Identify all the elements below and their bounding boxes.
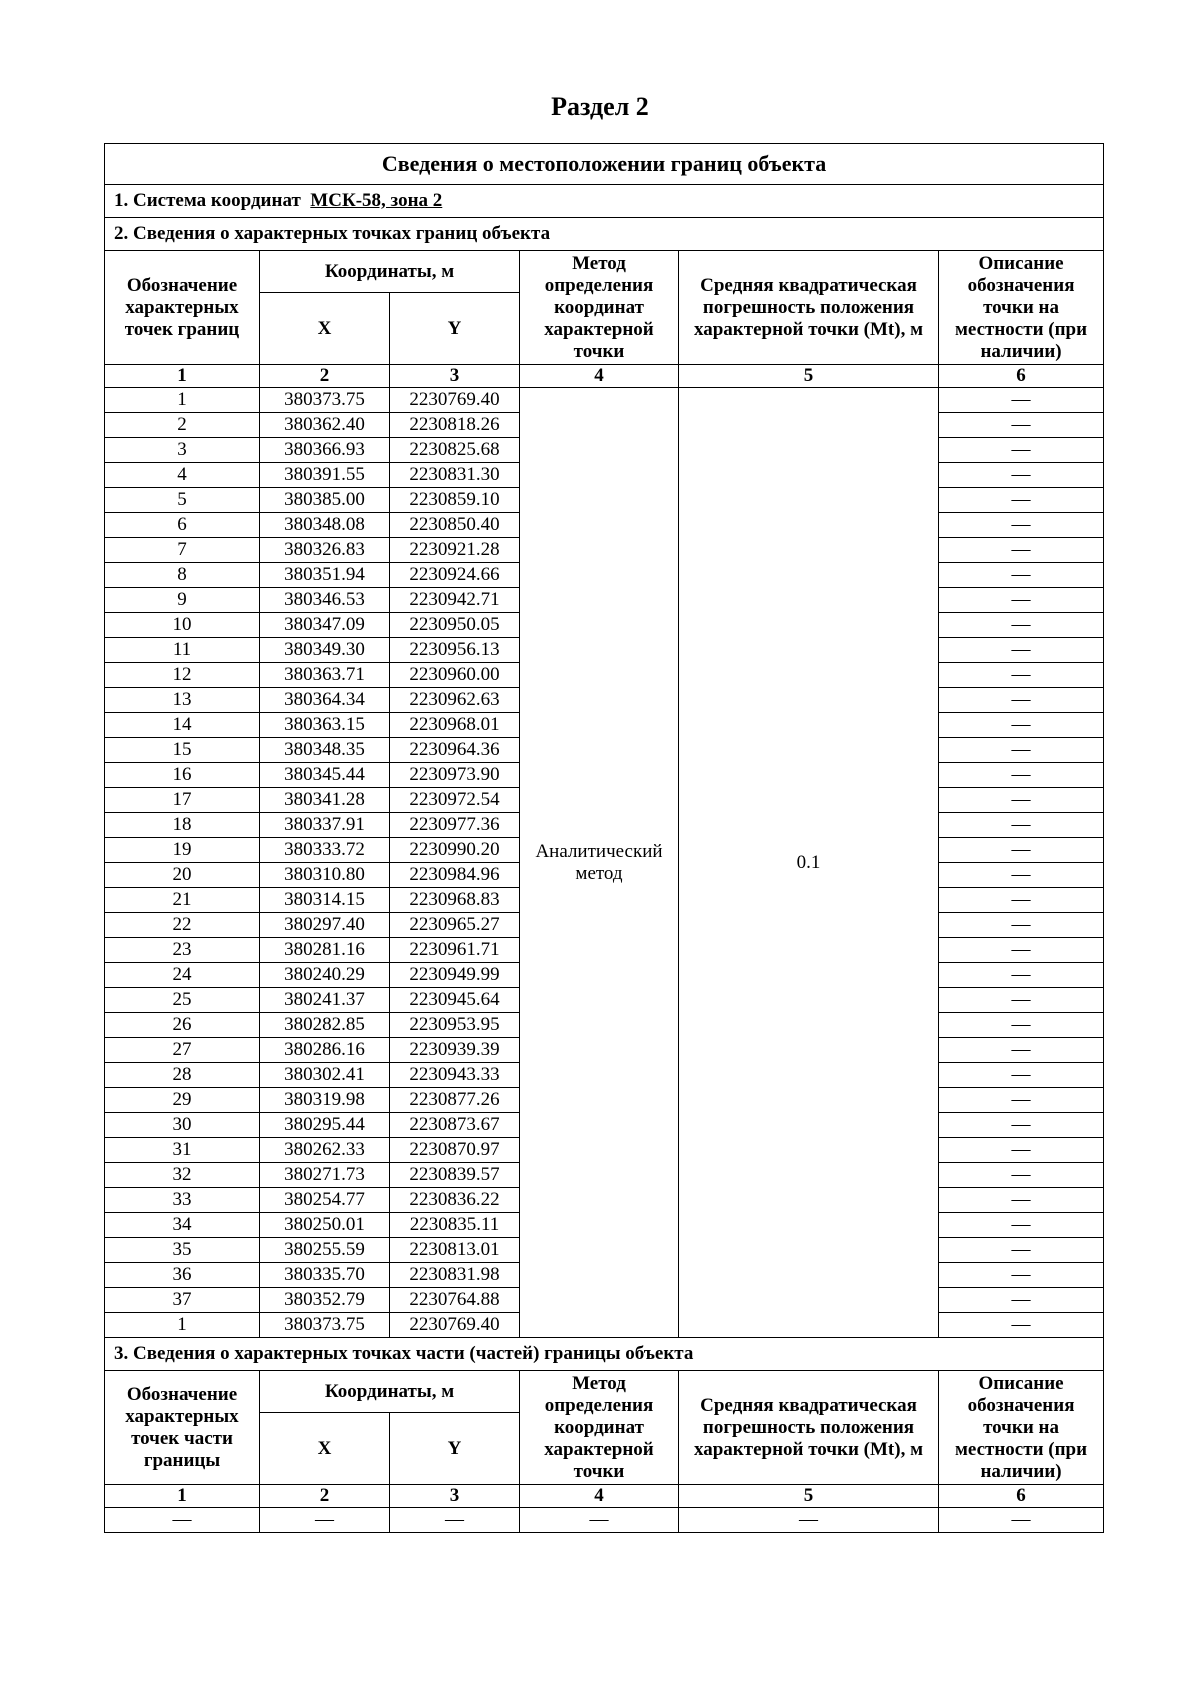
description-cell: — [939, 838, 1104, 863]
coord-system-row [105, 185, 1104, 218]
point-number-cell: 8 [105, 563, 260, 588]
point-number-cell: 24 [105, 963, 260, 988]
description-cell: — [939, 488, 1104, 513]
y-coordinate-cell: 2230943.33 [390, 1063, 520, 1088]
x-coordinate-cell: 380271.73 [260, 1163, 390, 1188]
description-cell: — [939, 1288, 1104, 1313]
boundary-table [104, 143, 1104, 1533]
point-number-cell: 27 [105, 1038, 260, 1063]
x-coordinate-cell: 380348.35 [260, 738, 390, 763]
col-num: 4 [520, 1485, 679, 1508]
point-number-cell: 15 [105, 738, 260, 763]
point-number-cell: 14 [105, 713, 260, 738]
x-coordinate-cell: 380310.80 [260, 863, 390, 888]
point-number-cell: 31 [105, 1138, 260, 1163]
y-coordinate-cell: 2230939.39 [390, 1038, 520, 1063]
y-coordinate-cell: 2230984.96 [390, 863, 520, 888]
col-num: 2 [260, 1485, 390, 1508]
description-cell: — [939, 1188, 1104, 1213]
y-coordinate-cell: 2230831.30 [390, 463, 520, 488]
y-coordinate-cell: 2230962.63 [390, 688, 520, 713]
x-coordinate-cell: 380347.09 [260, 613, 390, 638]
col-num: 6 [939, 1485, 1104, 1508]
s3-cell: — [520, 1508, 679, 1533]
s3-cell: — [260, 1508, 390, 1533]
point-number-cell: 4 [105, 463, 260, 488]
description-cell: — [939, 588, 1104, 613]
y-coordinate-cell: 2230924.66 [390, 563, 520, 588]
x-coordinate-cell: 380333.72 [260, 838, 390, 863]
y-coordinate-cell: 2230835.11 [390, 1213, 520, 1238]
coord-system-value: МСК-58, зона 2 [310, 190, 443, 211]
y-coordinate-cell: 2230839.57 [390, 1163, 520, 1188]
col-num: 2 [260, 365, 390, 388]
x-coordinate-cell: 380349.30 [260, 638, 390, 663]
x-coordinate-cell: 380346.53 [260, 588, 390, 613]
col-x-header: X [260, 293, 390, 365]
y-coordinate-cell: 2230859.10 [390, 488, 520, 513]
description-cell: — [939, 413, 1104, 438]
section2-title: 2. Сведения о характерных точках границ объекта [105, 218, 1104, 251]
col-y-header: Y [390, 293, 520, 365]
description-cell: — [939, 1063, 1104, 1088]
y-coordinate-cell: 2230825.68 [390, 438, 520, 463]
y-coordinate-cell: 2230850.40 [390, 513, 520, 538]
point-number-cell: 11 [105, 638, 260, 663]
point-number-cell: 23 [105, 938, 260, 963]
x-coordinate-cell: 380335.70 [260, 1263, 390, 1288]
coord-system-label: 1. Система координат [114, 190, 301, 211]
column-numbers-row [105, 365, 1104, 388]
x-coordinate-cell: 380286.16 [260, 1038, 390, 1063]
y-coordinate-cell: 2230972.54 [390, 788, 520, 813]
y-coordinate-cell: 2230956.13 [390, 638, 520, 663]
table-title: Сведения о местоположении границ объекта [105, 144, 1104, 185]
x-coordinate-cell: 380241.37 [260, 988, 390, 1013]
point-number-cell: 19 [105, 838, 260, 863]
point-number-cell: 20 [105, 863, 260, 888]
x-coordinate-cell: 380337.91 [260, 813, 390, 838]
x-coordinate-cell: 380373.75 [260, 1313, 390, 1338]
description-cell: — [939, 513, 1104, 538]
x-coordinate-cell: 380373.75 [260, 388, 390, 413]
y-coordinate-cell: 2230870.97 [390, 1138, 520, 1163]
s3-cell: — [105, 1508, 260, 1533]
x-coordinate-cell: 380363.15 [260, 713, 390, 738]
description-cell: — [939, 538, 1104, 563]
description-cell: — [939, 463, 1104, 488]
y-coordinate-cell: 2230836.22 [390, 1188, 520, 1213]
description-cell: — [939, 913, 1104, 938]
point-number-cell: 3 [105, 438, 260, 463]
col-coords-header: Координаты, м [260, 251, 520, 293]
description-cell: — [939, 938, 1104, 963]
description-cell: — [939, 813, 1104, 838]
description-cell: — [939, 863, 1104, 888]
description-cell: — [939, 663, 1104, 688]
point-number-cell: 18 [105, 813, 260, 838]
x-coordinate-cell: 380282.85 [260, 1013, 390, 1038]
point-number-cell: 6 [105, 513, 260, 538]
y-coordinate-cell: 2230949.99 [390, 963, 520, 988]
description-cell: — [939, 888, 1104, 913]
error-cell: 0.1 [679, 388, 939, 1338]
y-coordinate-cell: 2230877.26 [390, 1088, 520, 1113]
description-cell: — [939, 738, 1104, 763]
y-coordinate-cell: 2230921.28 [390, 538, 520, 563]
s3-col-desc-header: Описание обозначения точки на местности (при наличии) [939, 1371, 1104, 1485]
section-title: Раздел 2 [551, 92, 649, 121]
s3-cell: — [390, 1508, 520, 1533]
y-coordinate-cell: 2230953.95 [390, 1013, 520, 1038]
y-coordinate-cell: 2230813.01 [390, 1238, 520, 1263]
description-cell: — [939, 638, 1104, 663]
method-cell: Аналитический метод [520, 388, 679, 1338]
x-coordinate-cell: 380345.44 [260, 763, 390, 788]
s3-col-y-header: Y [390, 1413, 520, 1485]
description-cell: — [939, 763, 1104, 788]
col-num: 5 [679, 1485, 939, 1508]
col-point-header: Обозначение характерных точек границ [105, 251, 260, 365]
col-num: 1 [105, 365, 260, 388]
point-number-cell: 1 [105, 388, 260, 413]
description-cell: — [939, 1013, 1104, 1038]
y-coordinate-cell: 2230960.00 [390, 663, 520, 688]
point-number-cell: 26 [105, 1013, 260, 1038]
point-number-cell: 30 [105, 1113, 260, 1138]
point-number-cell: 25 [105, 988, 260, 1013]
col-num: 3 [390, 365, 520, 388]
description-cell: — [939, 788, 1104, 813]
y-coordinate-cell: 2230764.88 [390, 1288, 520, 1313]
description-cell: — [939, 1263, 1104, 1288]
point-number-cell: 36 [105, 1263, 260, 1288]
description-cell: — [939, 388, 1104, 413]
table-row [105, 388, 1104, 413]
description-cell: — [939, 1113, 1104, 1138]
description-cell: — [939, 613, 1104, 638]
point-number-cell: 17 [105, 788, 260, 813]
x-coordinate-cell: 380341.28 [260, 788, 390, 813]
y-coordinate-cell: 2230942.71 [390, 588, 520, 613]
s3-column-numbers-row [105, 1485, 1104, 1508]
description-cell: — [939, 963, 1104, 988]
s3-col-method-header: Метод определения координат характерной точки [520, 1371, 679, 1485]
x-coordinate-cell: 380385.00 [260, 488, 390, 513]
x-coordinate-cell: 380319.98 [260, 1088, 390, 1113]
s3-col-x-header: X [260, 1413, 390, 1485]
y-coordinate-cell: 2230769.40 [390, 1313, 520, 1338]
description-cell: — [939, 438, 1104, 463]
point-number-cell: 35 [105, 1238, 260, 1263]
point-number-cell: 34 [105, 1213, 260, 1238]
description-cell: — [939, 1163, 1104, 1188]
point-number-cell: 21 [105, 888, 260, 913]
x-coordinate-cell: 380314.15 [260, 888, 390, 913]
point-number-cell: 16 [105, 763, 260, 788]
x-coordinate-cell: 380363.71 [260, 663, 390, 688]
x-coordinate-cell: 380281.16 [260, 938, 390, 963]
y-coordinate-cell: 2230965.27 [390, 913, 520, 938]
x-coordinate-cell: 380262.33 [260, 1138, 390, 1163]
col-error-header: Средняя квадратическая погрешность положения характерной точки (Mt), м [679, 251, 939, 365]
y-coordinate-cell: 2230950.05 [390, 613, 520, 638]
x-coordinate-cell: 380240.29 [260, 963, 390, 988]
description-cell: — [939, 1238, 1104, 1263]
description-cell: — [939, 1213, 1104, 1238]
s3-empty-row [105, 1508, 1104, 1533]
point-number-cell: 28 [105, 1063, 260, 1088]
description-cell: — [939, 1088, 1104, 1113]
col-num: 4 [520, 365, 679, 388]
s3-cell: — [939, 1508, 1104, 1533]
x-coordinate-cell: 380391.55 [260, 463, 390, 488]
point-number-cell: 12 [105, 663, 260, 688]
y-coordinate-cell: 2230968.01 [390, 713, 520, 738]
s3-col-coords-header: Координаты, м [260, 1371, 520, 1413]
point-number-cell: 2 [105, 413, 260, 438]
description-cell: — [939, 1313, 1104, 1338]
y-coordinate-cell: 2230990.20 [390, 838, 520, 863]
description-cell: — [939, 713, 1104, 738]
point-number-cell: 37 [105, 1288, 260, 1313]
point-number-cell: 13 [105, 688, 260, 713]
s3-cell: — [679, 1508, 939, 1533]
y-coordinate-cell: 2230968.83 [390, 888, 520, 913]
x-coordinate-cell: 380348.08 [260, 513, 390, 538]
x-coordinate-cell: 380364.34 [260, 688, 390, 713]
point-number-cell: 10 [105, 613, 260, 638]
description-cell: — [939, 1038, 1104, 1063]
s3-col-point-header: Обозначение характерных точек части границы [105, 1371, 260, 1485]
point-number-cell: 32 [105, 1163, 260, 1188]
x-coordinate-cell: 380302.41 [260, 1063, 390, 1088]
x-coordinate-cell: 380297.40 [260, 913, 390, 938]
col-num: 6 [939, 365, 1104, 388]
x-coordinate-cell: 380250.01 [260, 1213, 390, 1238]
x-coordinate-cell: 380362.40 [260, 413, 390, 438]
y-coordinate-cell: 2230769.40 [390, 388, 520, 413]
col-num: 5 [679, 365, 939, 388]
y-coordinate-cell: 2230873.67 [390, 1113, 520, 1138]
col-num: 1 [105, 1485, 260, 1508]
y-coordinate-cell: 2230973.90 [390, 763, 520, 788]
point-number-cell: 33 [105, 1188, 260, 1213]
section3-title: 3. Сведения о характерных точках части (частей) границы объекта [105, 1338, 1104, 1371]
y-coordinate-cell: 2230964.36 [390, 738, 520, 763]
description-cell: — [939, 688, 1104, 713]
y-coordinate-cell: 2230961.71 [390, 938, 520, 963]
y-coordinate-cell: 2230818.26 [390, 413, 520, 438]
y-coordinate-cell: 2230977.36 [390, 813, 520, 838]
x-coordinate-cell: 380326.83 [260, 538, 390, 563]
x-coordinate-cell: 380351.94 [260, 563, 390, 588]
point-number-cell: 29 [105, 1088, 260, 1113]
point-number-cell: 22 [105, 913, 260, 938]
col-num: 3 [390, 1485, 520, 1508]
x-coordinate-cell: 380295.44 [260, 1113, 390, 1138]
x-coordinate-cell: 380254.77 [260, 1188, 390, 1213]
point-number-cell: 7 [105, 538, 260, 563]
s3-col-error-header: Средняя квадратическая погрешность положения характерной точки (Mt), м [679, 1371, 939, 1485]
y-coordinate-cell: 2230945.64 [390, 988, 520, 1013]
point-number-cell: 1 [105, 1313, 260, 1338]
description-cell: — [939, 1138, 1104, 1163]
description-cell: — [939, 988, 1104, 1013]
col-desc-header: Описание обозначения точки на местности (при наличии) [939, 251, 1104, 365]
x-coordinate-cell: 380366.93 [260, 438, 390, 463]
x-coordinate-cell: 380255.59 [260, 1238, 390, 1263]
point-number-cell: 9 [105, 588, 260, 613]
point-number-cell: 5 [105, 488, 260, 513]
col-method-header: Метод определения координат характерной точки [520, 251, 679, 365]
x-coordinate-cell: 380352.79 [260, 1288, 390, 1313]
y-coordinate-cell: 2230831.98 [390, 1263, 520, 1288]
description-cell: — [939, 563, 1104, 588]
